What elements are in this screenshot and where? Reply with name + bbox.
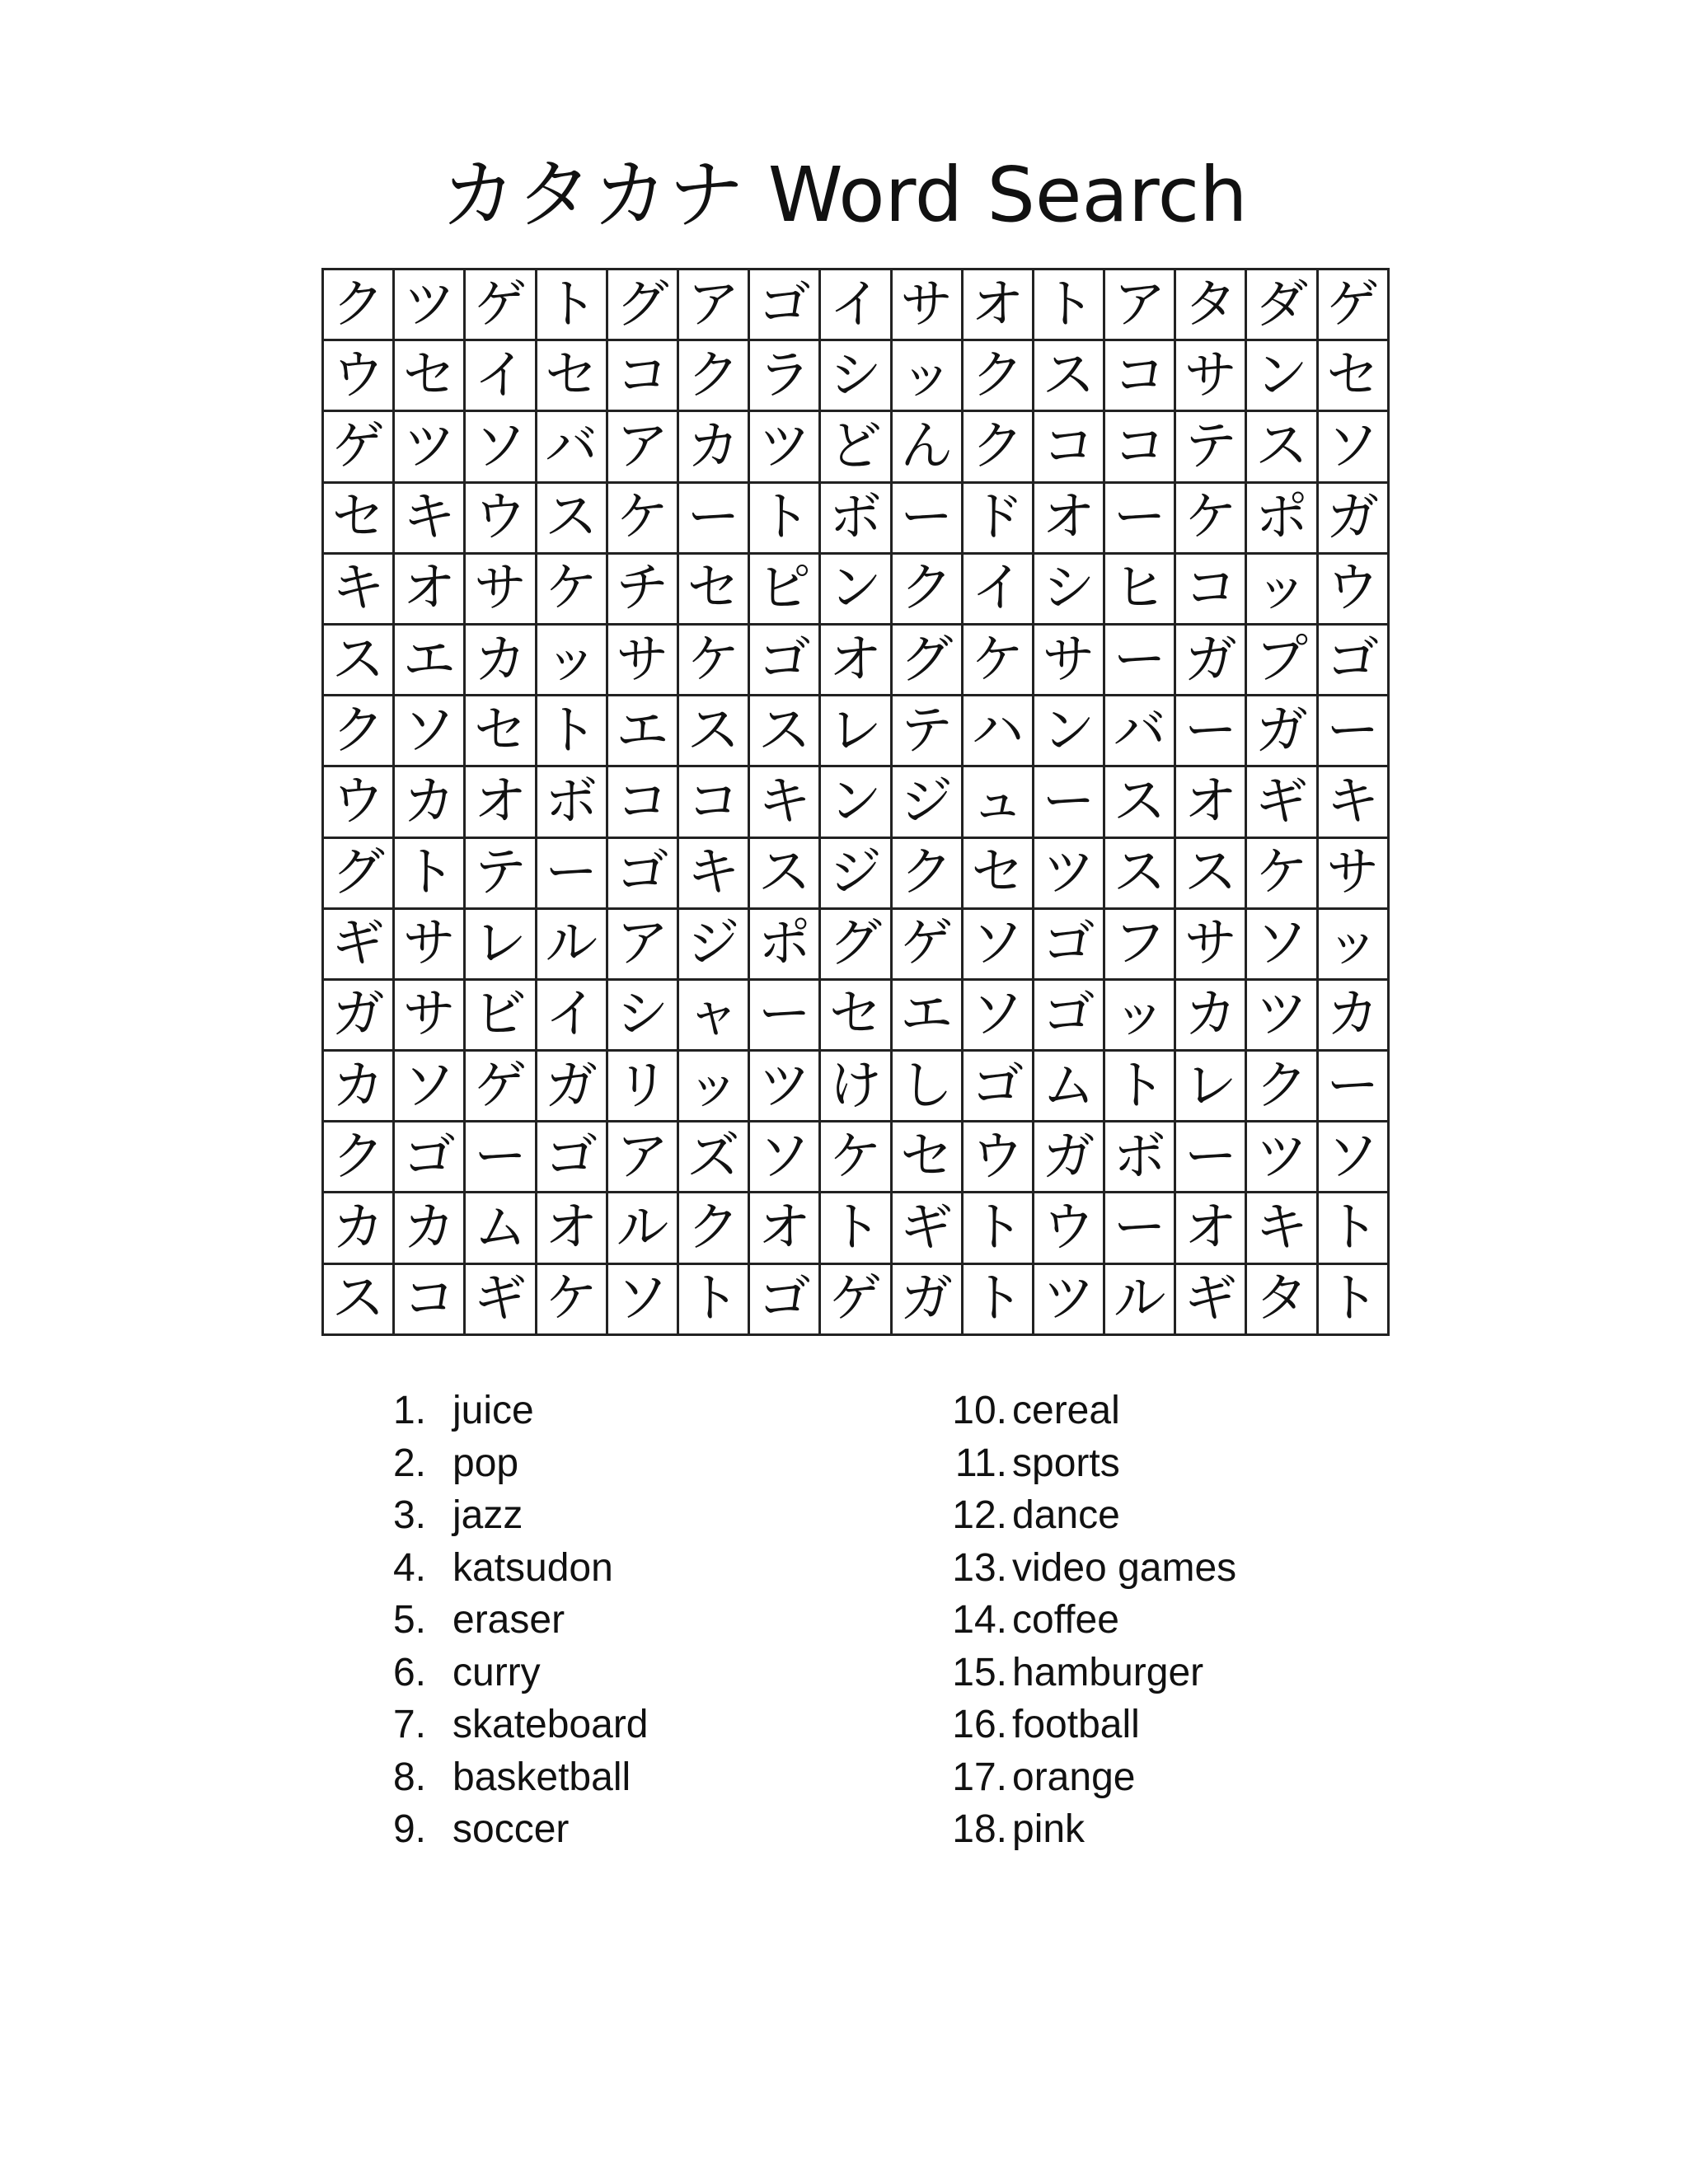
grid-cell: タ [1246, 1263, 1317, 1334]
grid-cell: ヒ [1104, 553, 1175, 624]
word-number: 12. [952, 1493, 1007, 1537]
grid-cell: ソ [394, 696, 465, 766]
grid-cell: ス [1246, 411, 1317, 482]
grid-cell: ー [749, 979, 820, 1050]
grid-cell: ッ [536, 624, 607, 695]
grid-cell: ギ [891, 1193, 962, 1263]
grid-cell: ト [1104, 1051, 1175, 1122]
grid-cell: ガ [1246, 696, 1317, 766]
grid-cell: ス [678, 696, 748, 766]
grid-cell: ウ [323, 340, 394, 411]
grid-cell: ゴ [607, 837, 678, 908]
grid-cell: ム [465, 1193, 536, 1263]
grid-cell: ー [1104, 482, 1175, 553]
grid-cell: レ [820, 696, 891, 766]
grid-cell: ア [607, 908, 678, 979]
grid-cell: ツ [394, 269, 465, 340]
grid-cell: し [891, 1051, 962, 1122]
grid-row [323, 624, 1389, 695]
grid-cell: ト [536, 696, 607, 766]
grid-cell: ガ [323, 979, 394, 1050]
grid-cell: イ [536, 979, 607, 1050]
word-number: 10. [952, 1389, 1007, 1432]
grid-cell: グ [820, 908, 891, 979]
grid-cell: セ [891, 1122, 962, 1193]
grid-cell: ド [962, 482, 1033, 553]
grid-cell: テ [1175, 411, 1246, 482]
grid-cell: リ [607, 1051, 678, 1122]
grid-cell: ラ [749, 340, 820, 411]
grid-cell: ソ [1317, 411, 1388, 482]
grid-cell: ソ [1246, 908, 1317, 979]
grid-cell: ス [749, 696, 820, 766]
grid-cell: ゲ [323, 411, 394, 482]
grid-cell: ゴ [749, 1263, 820, 1334]
grid-cell: サ [1317, 837, 1388, 908]
grid-cell: サ [394, 979, 465, 1050]
grid-cell: キ [678, 837, 748, 908]
grid-cell: ト [962, 1263, 1033, 1334]
grid-cell: ギ [1175, 1263, 1246, 1334]
grid-cell: セ [536, 340, 607, 411]
grid-cell: ガ [1175, 624, 1246, 695]
grid-row [323, 1122, 1389, 1193]
grid-cell: オ [962, 269, 1033, 340]
grid-cell: ギ [465, 1263, 536, 1334]
grid-cell: セ [820, 979, 891, 1050]
word-list-item [375, 1594, 649, 1647]
word-label: hamburger [1012, 1650, 1204, 1694]
grid-cell: グ [607, 269, 678, 340]
grid-cell: オ [820, 624, 891, 695]
grid-cell: バ [536, 411, 607, 482]
grid-cell: ツ [1033, 1263, 1104, 1334]
grid-cell: ガ [891, 1263, 962, 1334]
grid-cell: ス [1175, 837, 1246, 908]
grid-cell: ガ [1033, 1122, 1104, 1193]
grid-cell: カ [394, 766, 465, 837]
word-label: basketball [452, 1755, 631, 1799]
grid-cell: セ [465, 696, 536, 766]
word-number: 17. [952, 1755, 1007, 1799]
grid-cell: ケ [607, 482, 678, 553]
grid-cell: ん [891, 411, 962, 482]
word-label: sports [1012, 1441, 1120, 1485]
grid-row [323, 979, 1389, 1050]
grid-row [323, 837, 1389, 908]
grid-cell: ゴ [394, 1122, 465, 1193]
word-number: 16. [952, 1703, 1007, 1746]
grid-cell: ス [1104, 766, 1175, 837]
word-list-item [940, 1699, 1236, 1751]
grid-cell: ッ [1317, 908, 1388, 979]
grid-cell: ゴ [749, 624, 820, 695]
word-list-item [375, 1385, 649, 1437]
grid-cell: ジ [891, 766, 962, 837]
grid-cell: ゴ [962, 1051, 1033, 1122]
grid-cell: ト [394, 837, 465, 908]
word-label: orange [1012, 1755, 1136, 1799]
grid-cell: ピ [749, 553, 820, 624]
grid-cell: ソ [465, 411, 536, 482]
grid-cell: ソ [607, 1263, 678, 1334]
grid-cell: ト [1317, 1263, 1388, 1334]
grid-cell: ゲ [891, 908, 962, 979]
grid-cell: ー [1104, 1193, 1175, 1263]
grid-cell: ー [465, 1122, 536, 1193]
grid-cell: ウ [962, 1122, 1033, 1193]
grid-cell: ッ [1246, 553, 1317, 624]
grid-cell: エ [394, 624, 465, 695]
grid-row [323, 269, 1389, 340]
grid-cell: ス [536, 482, 607, 553]
grid-cell: ク [891, 553, 962, 624]
grid-row [323, 1051, 1389, 1122]
grid-cell: チ [607, 553, 678, 624]
grid-cell: ど [820, 411, 891, 482]
grid-cell: ク [323, 1122, 394, 1193]
grid-cell: セ [394, 340, 465, 411]
word-list-item [940, 1542, 1236, 1595]
grid-cell: ッ [1104, 979, 1175, 1050]
grid-cell: ス [323, 1263, 394, 1334]
grid-cell: レ [1175, 1051, 1246, 1122]
word-number: 5. [392, 1598, 426, 1642]
grid-cell: ム [1033, 1051, 1104, 1122]
grid-cell: カ [394, 1193, 465, 1263]
grid-cell: カ [1317, 979, 1388, 1050]
word-list-item [940, 1751, 1236, 1804]
word-list-item [375, 1437, 649, 1490]
grid-cell: キ [749, 766, 820, 837]
word-number: 9. [392, 1807, 426, 1851]
grid-cell: オ [1033, 482, 1104, 553]
word-list-item [940, 1803, 1236, 1856]
grid-cell: イ [465, 340, 536, 411]
word-list-item [940, 1385, 1236, 1437]
word-number: 15. [952, 1650, 1007, 1694]
grid-cell: キ [323, 553, 394, 624]
grid-cell: ト [1317, 1193, 1388, 1263]
grid-cell: ツ [1033, 837, 1104, 908]
page-title: カタカナ Word Search [440, 150, 1248, 239]
grid-cell: シ [1033, 553, 1104, 624]
word-search-grid [321, 268, 1390, 1336]
grid-cell: ク [323, 269, 394, 340]
grid-cell: カ [323, 1193, 394, 1263]
word-label: football [1012, 1703, 1140, 1746]
grid-cell: グ [323, 837, 394, 908]
grid-cell: コ [1104, 340, 1175, 411]
grid-cell: ー [678, 482, 748, 553]
grid-cell: シ [607, 979, 678, 1050]
grid-cell: サ [1175, 908, 1246, 979]
word-number: 4. [392, 1545, 426, 1590]
word-list-left [375, 1385, 649, 1856]
grid-cell: セ [323, 482, 394, 553]
word-number: 2. [392, 1441, 426, 1485]
grid-cell: サ [607, 624, 678, 695]
word-list-right [940, 1385, 1236, 1856]
word-label: cereal [1012, 1389, 1120, 1432]
grid-cell: ハ [962, 696, 1033, 766]
grid-cell: サ [1175, 340, 1246, 411]
grid-cell: ギ [323, 908, 394, 979]
grid-row [323, 1263, 1389, 1334]
grid-cell: ン [1033, 696, 1104, 766]
word-number: 7. [392, 1703, 426, 1746]
grid-cell: ス [323, 624, 394, 695]
grid-cell: ア [607, 1122, 678, 1193]
grid-cell: ク [891, 837, 962, 908]
grid-cell: イ [962, 553, 1033, 624]
grid-cell: ト [749, 482, 820, 553]
grid-cell: エ [891, 979, 962, 1050]
word-label: pop [452, 1441, 519, 1485]
grid-cell: ソ [962, 908, 1033, 979]
grid-cell: ー [891, 482, 962, 553]
word-number: 18. [952, 1807, 1007, 1851]
grid-cell: ゴ [1033, 979, 1104, 1050]
grid-cell: ゴ [749, 269, 820, 340]
word-list-item [375, 1803, 649, 1856]
grid-cell: ウ [465, 482, 536, 553]
grid-cell: セ [962, 837, 1033, 908]
grid-cell: プ [1246, 624, 1317, 695]
grid-cell: ー [536, 837, 607, 908]
grid-row [323, 553, 1389, 624]
grid-cell: ッ [891, 340, 962, 411]
word-list-item [375, 1542, 649, 1595]
grid-cell: ト [678, 1263, 748, 1334]
grid-cell: ー [1033, 766, 1104, 837]
grid-cell: ボ [536, 766, 607, 837]
grid-cell: フ [1104, 908, 1175, 979]
grid-cell: コ [1104, 411, 1175, 482]
grid-cell: オ [465, 766, 536, 837]
grid-cell: ス [1033, 340, 1104, 411]
grid-cell: ッ [678, 1051, 748, 1122]
grid-cell: ケ [1246, 837, 1317, 908]
grid-row [323, 1193, 1389, 1263]
grid-row [323, 696, 1389, 766]
word-label: eraser [452, 1598, 565, 1642]
grid-cell: ダ [1246, 269, 1317, 340]
grid-cell: ア [678, 269, 748, 340]
grid-cell: キ [394, 482, 465, 553]
word-number: 6. [392, 1650, 426, 1694]
grid-cell: セ [678, 553, 748, 624]
word-list-item [940, 1437, 1236, 1490]
word-number: 3. [392, 1493, 426, 1537]
grid-cell: ツ [1246, 979, 1317, 1050]
grid-cell: ン [1246, 340, 1317, 411]
grid-cell: ク [678, 1193, 748, 1263]
word-number: 14. [952, 1598, 1007, 1642]
grid-cell: グ [891, 624, 962, 695]
grid-cell: ト [962, 1193, 1033, 1263]
word-list-item [375, 1489, 649, 1542]
grid-cell: ア [1104, 269, 1175, 340]
word-list-item [375, 1647, 649, 1699]
grid-cell: ゲ [1317, 269, 1388, 340]
grid-cell: ル [607, 1193, 678, 1263]
grid-cell: コ [678, 766, 748, 837]
grid-cell: オ [749, 1193, 820, 1263]
word-number: 13. [952, 1545, 1007, 1590]
grid-cell: ポ [749, 908, 820, 979]
grid-cell: オ [394, 553, 465, 624]
grid-cell: コ [1175, 553, 1246, 624]
grid-row [323, 411, 1389, 482]
grid-cell: ケ [1175, 482, 1246, 553]
word-label: video games [1012, 1545, 1237, 1590]
grid-cell: ゴ [1033, 908, 1104, 979]
word-label: soccer [452, 1807, 570, 1851]
grid-cell: ボ [1104, 1122, 1175, 1193]
grid-cell: キ [1317, 766, 1388, 837]
grid-row [323, 482, 1389, 553]
grid-cell: ポ [1246, 482, 1317, 553]
word-list-item [375, 1699, 649, 1751]
grid-cell: カ [1175, 979, 1246, 1050]
grid-cell: ケ [820, 1122, 891, 1193]
grid-cell: オ [536, 1193, 607, 1263]
grid-cell: コ [394, 1263, 465, 1334]
word-label: skateboard [452, 1703, 649, 1746]
grid-cell: オ [1175, 1193, 1246, 1263]
grid-cell: ウ [323, 766, 394, 837]
grid-cell: ツ [394, 411, 465, 482]
grid-cell: イ [820, 269, 891, 340]
grid-cell: カ [465, 624, 536, 695]
grid-cell: ト [536, 269, 607, 340]
grid-cell: ジ [678, 908, 748, 979]
grid-cell: ト [820, 1193, 891, 1263]
grid-cell: エ [607, 696, 678, 766]
word-list-item [940, 1647, 1236, 1699]
grid-cell: ル [536, 908, 607, 979]
grid-cell: ズ [678, 1122, 748, 1193]
word-number: 1. [392, 1389, 426, 1432]
grid-cell: コ [607, 340, 678, 411]
grid-cell: ク [323, 696, 394, 766]
grid-cell: ャ [678, 979, 748, 1050]
grid-cell: テ [465, 837, 536, 908]
grid-cell: ケ [536, 1263, 607, 1334]
grid-cell: ゲ [465, 1051, 536, 1122]
grid-cell: ュ [962, 766, 1033, 837]
grid-cell: ク [962, 411, 1033, 482]
grid-cell: オ [1175, 766, 1246, 837]
grid-cell: ソ [394, 1051, 465, 1122]
word-label: coffee [1012, 1598, 1119, 1642]
grid-cell: ル [1104, 1263, 1175, 1334]
grid-cell: セ [1317, 340, 1388, 411]
grid-cell: ゲ [465, 269, 536, 340]
grid-cell: サ [465, 553, 536, 624]
grid-cell: ウ [1033, 1193, 1104, 1263]
grid-cell: テ [891, 696, 962, 766]
grid-cell: ゴ [1317, 624, 1388, 695]
word-number: 8. [392, 1755, 426, 1799]
grid-cell: ー [1175, 696, 1246, 766]
grid-cell: ツ [749, 411, 820, 482]
word-label: katsudon [452, 1545, 613, 1590]
grid-cell: サ [891, 269, 962, 340]
grid-cell: ー [1317, 696, 1388, 766]
grid-cell: ツ [749, 1051, 820, 1122]
grid-cell: ト [1033, 269, 1104, 340]
grid-cell: ン [820, 766, 891, 837]
word-list-item [940, 1489, 1236, 1542]
grid-cell: コ [607, 766, 678, 837]
grid-cell: サ [394, 908, 465, 979]
grid-cell: バ [1104, 696, 1175, 766]
grid-cell: ケ [962, 624, 1033, 695]
grid-cell: ケ [536, 553, 607, 624]
grid-cell: サ [1033, 624, 1104, 695]
grid-cell: ガ [1317, 482, 1388, 553]
word-number: 11. [954, 1441, 1007, 1485]
grid-cell: カ [678, 411, 748, 482]
grid-cell: ソ [962, 979, 1033, 1050]
grid-row [323, 766, 1389, 837]
word-list-item [375, 1751, 649, 1804]
grid-cell: タ [1175, 269, 1246, 340]
grid-cell: ア [607, 411, 678, 482]
grid-cell: キ [1246, 1193, 1317, 1263]
word-label: juice [452, 1389, 534, 1432]
grid-cell: ガ [536, 1051, 607, 1122]
grid-cell: ソ [749, 1122, 820, 1193]
grid-cell: ク [678, 340, 748, 411]
grid-cell: ボ [820, 482, 891, 553]
grid-cell: ー [1175, 1122, 1246, 1193]
grid-cell: ク [1246, 1051, 1317, 1122]
grid-cell: カ [323, 1051, 394, 1122]
word-label: jazz [452, 1493, 523, 1537]
word-label: dance [1012, 1493, 1120, 1537]
grid-cell: ツ [1246, 1122, 1317, 1193]
word-label: pink [1012, 1807, 1085, 1851]
grid-cell: ケ [678, 624, 748, 695]
grid-cell: ン [820, 553, 891, 624]
grid-cell: ー [1317, 1051, 1388, 1122]
grid-cell: ビ [465, 979, 536, 1050]
grid-cell: コ [1033, 411, 1104, 482]
grid-cell: ー [1104, 624, 1175, 695]
grid-cell: ソ [1317, 1122, 1388, 1193]
grid-cell: シ [820, 340, 891, 411]
grid-cell: ギ [1246, 766, 1317, 837]
grid-cell: ス [749, 837, 820, 908]
grid-cell: ジ [820, 837, 891, 908]
grid-cell: ゲ [820, 1263, 891, 1334]
grid-cell: ク [962, 340, 1033, 411]
grid-cell: ス [1104, 837, 1175, 908]
grid-row [323, 908, 1389, 979]
word-label: curry [452, 1650, 541, 1694]
grid-cell: ゴ [536, 1122, 607, 1193]
grid-cell: ウ [1317, 553, 1388, 624]
grid-cell: け [820, 1051, 891, 1122]
grid-cell: レ [465, 908, 536, 979]
grid-row [323, 340, 1389, 411]
word-list-item [940, 1594, 1236, 1647]
